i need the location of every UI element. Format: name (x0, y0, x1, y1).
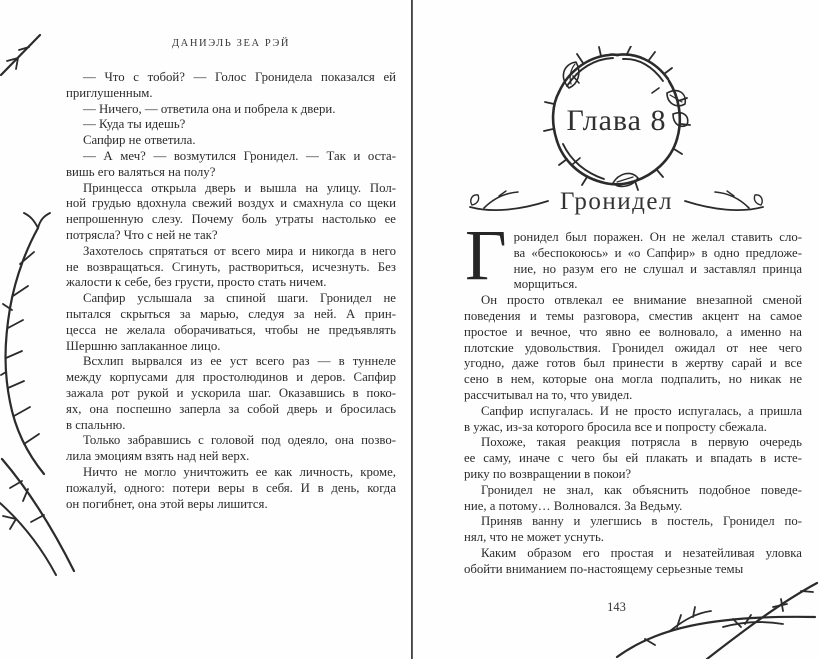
left-long-branch-icon (0, 212, 58, 478)
paragraph (66, 181, 396, 244)
paragraph (464, 514, 802, 546)
paragraph (464, 483, 802, 515)
text-line: пытался скрыться за марью, следуя за ней. А прин- (66, 306, 396, 321)
text-line: Сапфир не ответила. (83, 133, 196, 148)
text-line: — Что с тобой? — Голос Гронидела показался ей (83, 70, 396, 84)
paragraph (66, 291, 396, 354)
text-line: потрясла? Что с ней не так? (66, 227, 218, 242)
paragraph (66, 433, 396, 465)
right-page (413, 0, 820, 659)
text-line: Приняв ванну и улегшись в постель, Гронидел по- (481, 514, 802, 529)
text-line: Каким образом его простая и незатейливая уловка (481, 545, 802, 560)
paragraph (464, 435, 802, 482)
text-line: простое и вечное, что явно ее волновало, а именно на (464, 324, 802, 339)
corner-branches-icon (615, 579, 820, 659)
paragraph (464, 404, 802, 436)
right-body-text (464, 215, 802, 578)
section-title: Гронидел (560, 188, 673, 215)
text-line: он погибнет, она этой веры лишится. (66, 496, 268, 511)
paragraph (66, 149, 396, 181)
running-head: ДАНИЭЛЬ ЗЕА РЭЙ (171, 38, 291, 49)
paragraph (66, 117, 396, 133)
text-line: лила эмоциям взять над ней верх. (66, 449, 250, 464)
text-line: непрошенную слезу. Почему боль утраты настолько ее (66, 212, 396, 227)
text-line: жалости к себе, без грусти, просто стать ничем. (66, 275, 327, 290)
text-line: Похоже, такая реакция потрясла в первую очередь (481, 435, 802, 450)
text-line: обойти вниманием по-настоящему серьезные темы (464, 561, 744, 576)
text-line: зажала рот рукой и ускорила шаг. Оказавшись в поко- (66, 385, 396, 400)
paragraph (66, 465, 396, 512)
text-line: сено в нем, которые она могла подпалить, но никак не (464, 372, 802, 387)
text-line: ее саму, иначе с чего бы ей плакать и впадать в исте- (464, 451, 802, 466)
text-line: Гронидел не знал, как объяснить подобное поведе- (481, 482, 802, 497)
paragraph (464, 546, 802, 578)
paragraph (66, 133, 396, 149)
left-body-text (66, 70, 396, 512)
text-line: в спальню. (66, 417, 126, 432)
paragraph (66, 102, 396, 118)
paragraph (464, 293, 802, 404)
text-line: ях, она поспешно заперла за собой дверь и бросилась (66, 401, 396, 416)
text-line: морщиться. (513, 277, 578, 292)
text-line: ронидел был поражен. Он не желал ставить сло- (513, 230, 802, 244)
text-line: — Куда ты идешь? (83, 117, 186, 132)
text-line: Ничто не могло уничтожить ее как личность, кроме, (83, 464, 396, 479)
text-line: плотские удовольствия. Гронидел ожидал от нее чего (464, 340, 802, 355)
chapter-header (531, 46, 703, 196)
text-line: ва «беспокоюсь» и «о Сапфир» в одно предложе- (513, 245, 802, 260)
text-line: Сапфир испугалась. И не просто испугалась, а пришла (481, 403, 802, 418)
section-heading (413, 188, 820, 216)
text-line: рассчитывал на то, что увидел. (464, 387, 633, 402)
top-left-twig-icon (0, 28, 48, 82)
text-line: цесса не желала оборачиваться, чтобы не предъявлять (66, 322, 396, 337)
text-line: ние, а потому… Волновался. За Ведьму. (464, 498, 683, 513)
text-line: в ужас, из-за которого бросила все и попросту сбежала. (464, 419, 767, 434)
drop-cap: Г (465, 215, 507, 295)
text-line: Он просто отвлекал ее внимание внезапной сменой (481, 293, 802, 308)
text-line: вишь его валяться на полу? (66, 164, 216, 179)
paragraph (66, 244, 396, 291)
text-line: Всхлип вырвался из ее уст всего раз — в туннеле (83, 354, 396, 369)
text-line: ной грудью вдохнула свежий воздух и смахнула со щеки (66, 196, 396, 211)
text-line: поведения и темы разговора, сместив акцент на самое (464, 308, 802, 323)
text-line: нял, что не может уснуть. (464, 530, 604, 545)
paragraph (66, 70, 396, 102)
paragraph (464, 215, 802, 295)
text-line: — Ничего, — ответила она и побрела к двери. (83, 101, 336, 116)
text-line: рику по возвращении в покои? (464, 466, 632, 481)
text-line: приглушенным. (66, 85, 153, 100)
text-line: Сапфир услышала за спиной шаги. Гронидел не (83, 291, 396, 306)
flourish-right-icon (683, 188, 765, 216)
paragraph (66, 354, 396, 433)
page-number: 143 (607, 600, 626, 614)
text-line: Шершню заплаканное лицо. (66, 338, 221, 353)
text-line: между корпусами для простолюдинов и деров. Сапфир (66, 370, 396, 385)
text-line: ние, но разум его не слушал и заставлял принца (513, 261, 802, 276)
text-line: Захотелось спрятаться от всего мира и никогда в него (83, 243, 396, 258)
text-line: Только забравшись с головой под одеяло, она позво- (83, 433, 396, 448)
text-line: пожалуй, одного: потери веры в себя. И в день, когда (66, 480, 396, 495)
flourish-left-icon (468, 188, 550, 216)
chapter-title: Глава 8 (566, 104, 667, 137)
text-line: угодно, даже готов был принести в жертву сарай и все (464, 356, 802, 371)
text-line: — А меч? — возмутился Гронидел. — Так и оста- (83, 148, 396, 163)
text-line: не возвращаться. Сгинуть, раствориться, исчезнуть. Без (66, 259, 396, 274)
text-line: Принцесса открыла дверь и вышла на улицу. Пол- (83, 180, 396, 195)
